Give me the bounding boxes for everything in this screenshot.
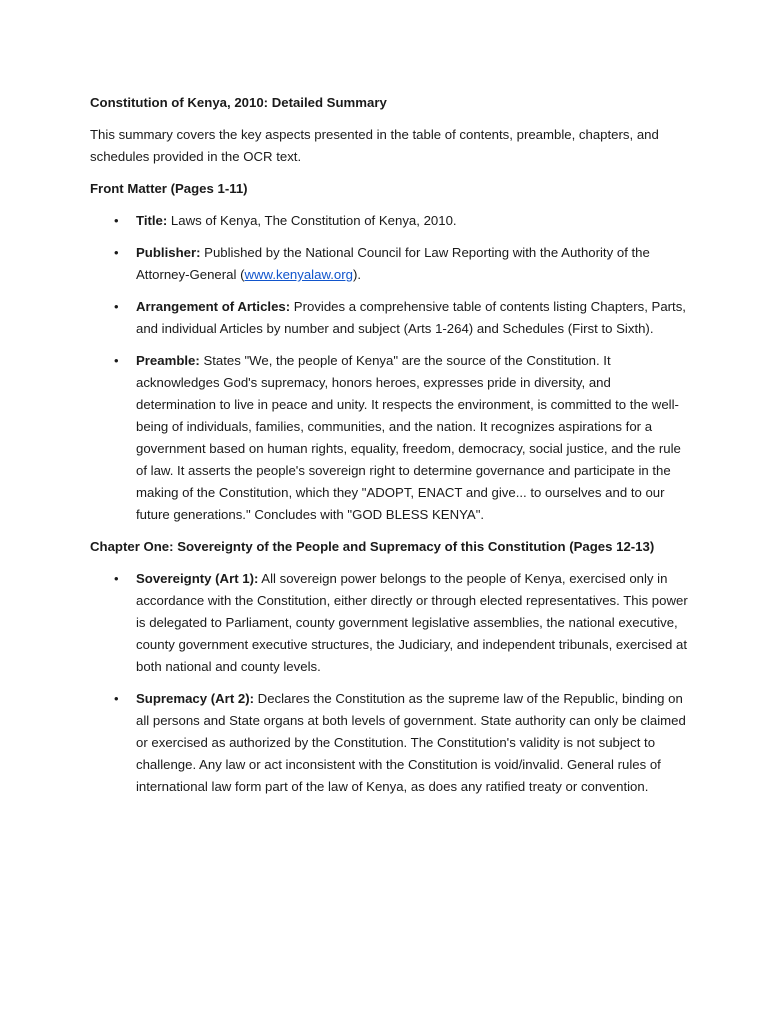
bullet-label: Sovereignty (Art 1): [136, 571, 259, 586]
document-title: Constitution of Kenya, 2010: Detailed Summary [90, 95, 387, 110]
bullet-text: Published by the National Council for Law Reporting with the Authority of the Attorney-General ( [136, 245, 650, 282]
bullet-list-chapter-one [90, 568, 690, 798]
bullet-icon: • [114, 213, 119, 228]
bullet-icon: • [114, 299, 119, 314]
intro-paragraph: This summary covers the key aspects presented in the table of contents, preamble, chapters, and schedules provided in the OCR text. [90, 127, 659, 164]
bullet-text: Laws of Kenya, The Constitution of Kenya, 2010. [167, 213, 457, 228]
bullet-label: Supremacy (Art 2): [136, 691, 254, 706]
list-item [90, 296, 690, 340]
bullet-text-after: ). [352, 267, 362, 282]
kenyalaw-link[interactable]: www.kenyalaw.org [244, 267, 353, 282]
list-item [90, 242, 690, 286]
bullet-icon: • [114, 571, 119, 586]
bullet-label: Arrangement of Articles: [136, 299, 291, 314]
list-item [90, 688, 690, 798]
bullet-label: Publisher: [136, 245, 201, 260]
bullet-text: States "We, the people of Kenya" are the source of the Constitution. It acknowledges God's supremacy, honors heroes, expresses pride in diversity, and determination to live in peace and unity. It respects the environment, is committed to the well-being of individuals, families, communities, and the nation. It recognizes aspirations for a government based on human rights, equality, freedom, democracy, social justice, and the rule of law. It asserts the people's sovereign right to determine governance and participate in the making of the Constitution, which they "ADOPT, ENACT and give... to ourselves and to our future generations." Concludes with "GOD BLESS KENYA". [136, 353, 681, 522]
bullet-list-front-matter [90, 210, 690, 526]
bullet-text: Provides a comprehensive table of contents listing Chapters, Parts, and individual Articles by number and subject (Arts 1-264) and Schedules (First to Sixth). [136, 299, 686, 336]
bullet-text: Declares the Constitution as the supreme law of the Republic, binding on all persons and State organs at both levels of government. State authority can only be claimed or exercised as authorized by the Constitution. The Constitution's validity is not subject to challenge. Any law or act inconsistent with the Constitution is void/invalid. General rules of international law form part of the law of Kenya, as does any ratified treaty or convention. [136, 691, 686, 794]
section-heading-chapter-one: Chapter One: Sovereignty of the People and Supremacy of this Constitution (Pages 12-13) [90, 539, 655, 554]
list-item [90, 568, 690, 678]
document-page [90, 92, 690, 798]
list-item [90, 350, 690, 526]
bullet-icon: • [114, 353, 119, 368]
bullet-text: All sovereign power belongs to the people of Kenya, exercised only in accordance with the Constitution, either directly or through elected representatives. This power is delegated to Parliament, county government legislative assemblies, the national executive, county government executive structures, the Judiciary, and independent tribunals, exercised at both national and county levels. [136, 571, 688, 674]
bullet-label: Preamble: [136, 353, 200, 368]
bullet-icon: • [114, 245, 119, 260]
section-heading-front-matter: Front Matter (Pages 1-11) [90, 181, 248, 196]
bullet-label: Title: [136, 213, 168, 228]
bullet-icon: • [114, 691, 119, 706]
list-item [90, 210, 690, 232]
